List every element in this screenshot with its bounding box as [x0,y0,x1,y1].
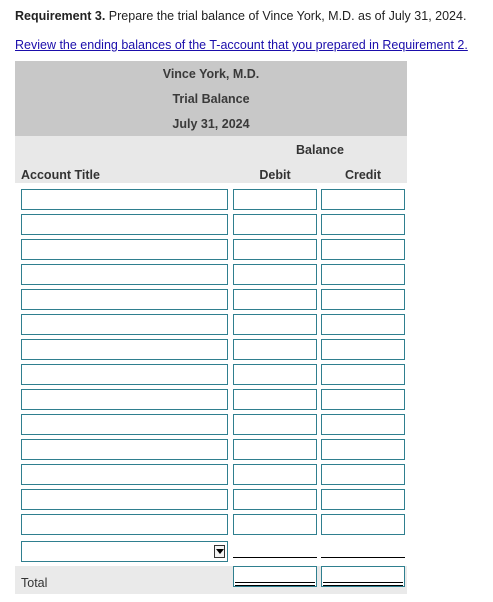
statement-header [15,61,407,136]
account-select[interactable] [21,541,228,562]
credit-input[interactable] [321,364,405,385]
statement-title: Trial Balance [172,92,250,106]
total-credit-double-underline [323,582,403,586]
debit-header: Debit [259,168,291,182]
total-label: Total [21,576,48,590]
debit-input[interactable] [233,364,317,385]
debit-input[interactable] [233,314,317,335]
debit-input[interactable] [233,489,317,510]
review-t-account-link[interactable]: Review the ending balances of the T-account that you prepared in Requirement 2. [15,38,468,52]
requirement-label: Requirement 3. [15,9,106,23]
credit-input[interactable] [321,514,405,535]
account-title-input[interactable] [21,464,228,485]
account-title-input[interactable] [21,314,228,335]
balance-group-header: Balance [296,143,344,157]
account-title-input[interactable] [21,489,228,510]
debit-input[interactable] [233,339,317,360]
company-name: Vince York, M.D. [162,67,260,81]
account-title-input[interactable] [21,239,228,260]
credit-input[interactable] [321,339,405,360]
account-title-input[interactable] [21,514,228,535]
account-title-input[interactable] [21,339,228,360]
debit-input[interactable] [233,289,317,310]
debit-input[interactable] [233,214,317,235]
credit-input[interactable] [321,289,405,310]
debit-input[interactable] [233,239,317,260]
account-title-input[interactable] [21,439,228,460]
requirement-text [15,9,466,23]
debit-input[interactable] [233,514,317,535]
credit-input[interactable] [321,464,405,485]
credit-input[interactable] [321,439,405,460]
trial-balance-form [15,61,407,594]
chevron-down-icon[interactable] [214,545,225,558]
account-title-input[interactable] [21,414,228,435]
account-title-input[interactable] [21,289,228,310]
account-title-input[interactable] [21,389,228,410]
credit-input[interactable] [321,414,405,435]
credit-input[interactable] [321,389,405,410]
credit-input[interactable] [321,239,405,260]
debit-input[interactable] [233,439,317,460]
debit-input[interactable] [233,464,317,485]
credit-input[interactable] [321,314,405,335]
credit-input[interactable] [321,264,405,285]
credit-header: Credit [344,168,382,182]
credit-input[interactable] [321,214,405,235]
statement-date: July 31, 2024 [172,117,250,131]
total-debit-double-underline [235,582,315,586]
subtotal-debit-underline [233,557,317,558]
account-title-input[interactable] [21,264,228,285]
subtotal-credit-underline [321,557,405,558]
debit-input[interactable] [233,389,317,410]
requirement-instruction: Prepare the trial balance of Vince York, M.D. as of July 31, 2024. [108,9,467,23]
credit-input[interactable] [321,489,405,510]
debit-input[interactable] [233,189,317,210]
debit-input[interactable] [233,264,317,285]
account-title-input[interactable] [21,214,228,235]
debit-input[interactable] [233,414,317,435]
account-title-input[interactable] [21,364,228,385]
account-title-header: Account Title [21,168,100,182]
account-title-input[interactable] [21,189,228,210]
credit-input[interactable] [321,189,405,210]
